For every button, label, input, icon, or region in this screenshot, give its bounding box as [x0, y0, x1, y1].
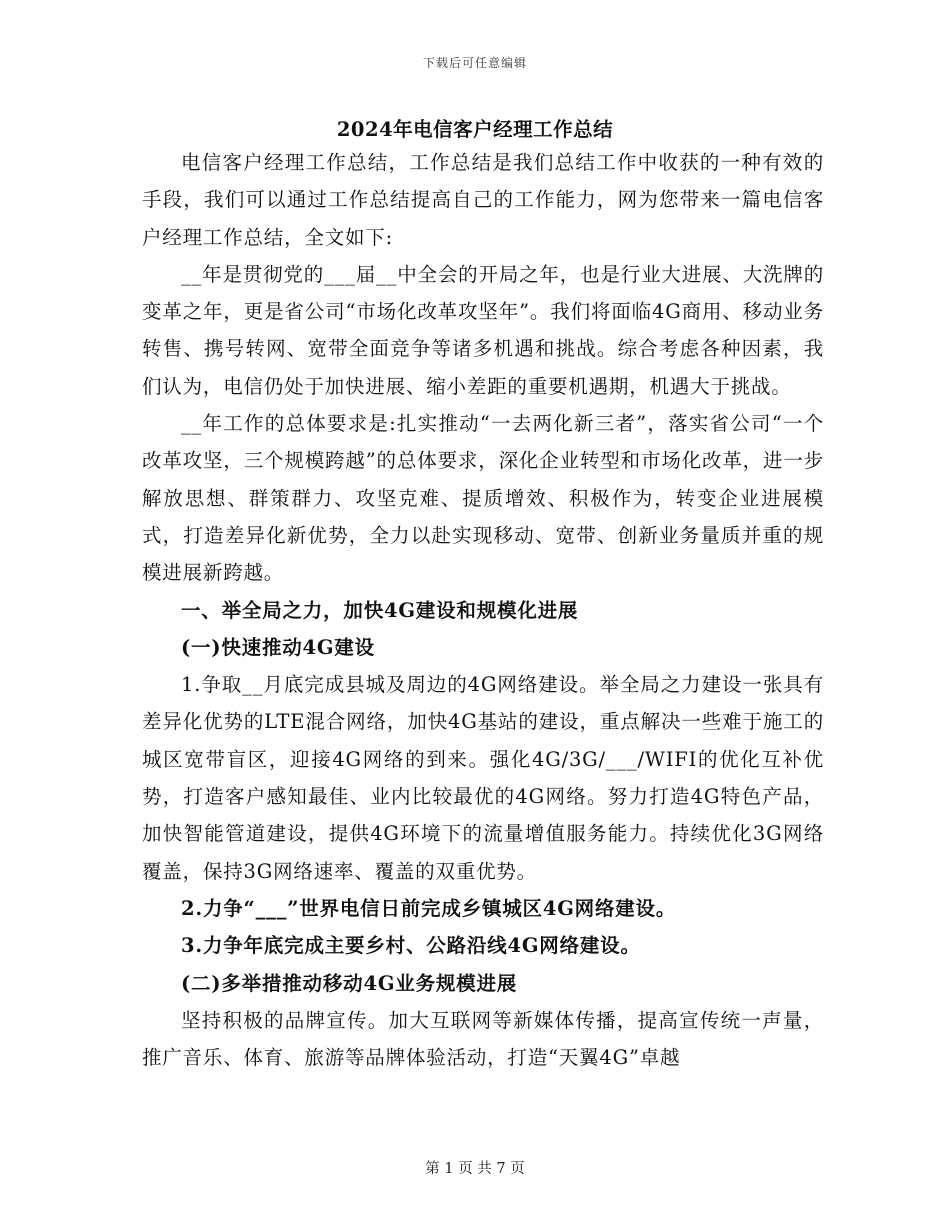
item-3-paragraph: 3.力争年底完成主要乡村、公路沿线4G网络建设。	[181, 934, 641, 958]
brand-paragraph: 坚持积极的品牌宣传。加大互联网等新媒体传播，提高宣传统一声量，推广音乐、体育、旅游等品牌体验活动，打造“天翼4G”卓越	[142, 1008, 824, 1070]
intro-paragraph: 电信客户经理工作总结，工作总结是我们总结工作中收获的一种有效的手段，我们可以通过工作总结提高自己的工作能力，网为您带来一篇电信客户经理工作总结，全文如下:	[142, 151, 824, 249]
item-1-paragraph: 1.争取__月底完成县城及周边的4G网络建设。举全局之力建设一张具有差异化优势的LTE混合网络，加快4G基站的建设，重点解决一些难于施工的城区宽带盲区，迎接4G网络的到来。强化4G/3G/___/WIFI的优化互补优势，打造客户感知最佳、业内比较最优的4G网络。努力打造4G特色产品，加快智能管道建设，提供4G环境下的流量增值服务能力。持续优化3G网络覆盖，保持3G网络速率、覆盖的双重优势。	[142, 673, 824, 883]
section-heading-1: 一、举全局之力，加快4G建设和规模化进展	[181, 598, 579, 622]
item-2-paragraph: 2.力争“___”世界电信日前完成乡镇城区4G网络建设。	[181, 896, 677, 920]
subsection-heading-1: (一)快速推动4G建设	[181, 635, 375, 659]
requirements-paragraph: __年工作的总体要求是:扎实推动“一去两化新三者”，落实省公司“一个改革攻坚，三个规模跨越”的总体要求，深化企业转型和市场化改革，进一步解放思想、群策群力、攻坚克难、提质增效、积极作为，转变企业进展模式，打造差异化新优势，全力以赴实现移动、宽带、创新业务量质并重的规模进展新跨越。	[142, 412, 824, 585]
subsection-heading-2: (二)多举措推动移动4G业务规模进展	[181, 971, 518, 995]
document-title: 2024年电信客户经理工作总结	[336, 118, 614, 141]
download-note: 下载后可任意编辑	[422, 56, 527, 70]
page-number: 第 1 页 共 7 页	[425, 1161, 525, 1177]
background-paragraph: __年是贯彻党的___届__中全会的开局之年，也是行业大进展、大洗牌的变革之年，更是省公司“市场化改革攻坚年”。我们将面临4G商用、移动业务转售、携号转网、宽带全面竞争等诸多机遇和挑战。综合考虑各种因素，我们认为，电信仍处于加快进展、缩小差距的重要机遇期，机遇大于挑战。	[142, 262, 824, 398]
document-body	[142, 144, 824, 1076]
